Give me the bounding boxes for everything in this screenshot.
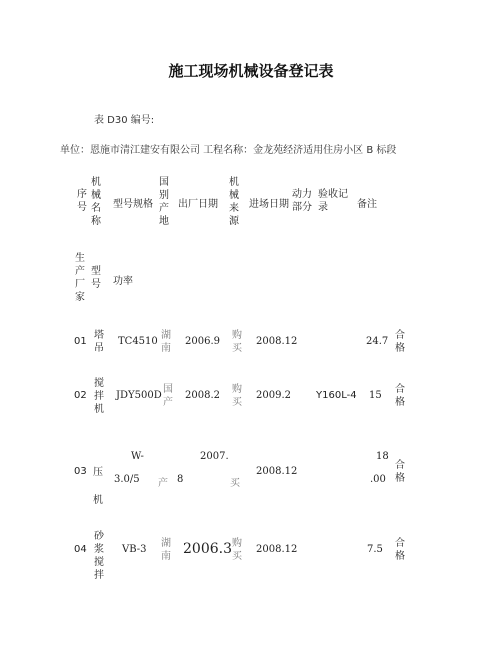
header-power-unit: 动力部分 — [292, 189, 312, 213]
header-country: 国别产地 — [159, 177, 169, 227]
row3-date-a: 2007. — [200, 451, 229, 462]
row4-source: 购买 — [232, 538, 242, 562]
document-title: 施工现场机械设备登记表 — [168, 62, 334, 80]
unit-line: 单位：恩施市清江建安有限公司 工程名称：金龙苑经济适用住房小区 B 标段 — [60, 145, 397, 156]
row2-model: JDY500D — [116, 390, 162, 401]
row1-origin: 湖南 — [161, 330, 171, 354]
row4-entry: 2008.12 — [256, 544, 298, 555]
row3-power-a: 18 — [376, 451, 389, 462]
row3-source: 买 — [230, 478, 240, 489]
row3-power-b: .00 — [370, 474, 386, 485]
header-source: 机械来源 — [229, 177, 239, 227]
table-number: 表 D30 编号: — [94, 115, 155, 126]
header-seq: 序号 — [77, 189, 87, 213]
row3-name: 压机 — [93, 467, 103, 506]
header-inspection: 验收记录 — [318, 189, 348, 213]
row4-result: 合格 — [395, 538, 405, 562]
row1-entry: 2008.12 — [256, 336, 298, 347]
row3-seq: 03 — [74, 466, 87, 477]
row2-source: 购买 — [232, 384, 242, 408]
row4-model: VB-3 — [122, 544, 147, 555]
row3-model-b: 3.0/5 — [114, 474, 140, 485]
row2-date: 2008.2 — [185, 390, 220, 401]
row4-origin: 湖南 — [161, 538, 171, 562]
row1-result: 合格 — [395, 330, 405, 354]
header-power: 功率 — [113, 276, 133, 287]
row2-result: 合格 — [395, 384, 405, 408]
row3-model-a: W- — [131, 451, 144, 462]
row3-result: 合格 — [395, 460, 405, 484]
row3-origin: 产 — [158, 478, 168, 489]
row2-seq: 02 — [74, 390, 87, 401]
row2-name: 搅拌机 — [94, 378, 104, 415]
row2-power: 15 — [369, 390, 382, 401]
row2-origin: 国产 — [163, 384, 173, 408]
row3-date-b: 8 — [177, 474, 184, 485]
row3-entry: 2008.12 — [256, 466, 298, 477]
row1-seq: 01 — [74, 336, 87, 347]
header-date: 出厂日期 — [178, 199, 218, 210]
row2-entry: 2009.2 — [256, 390, 291, 401]
row2-power-model: Y160L-4 — [316, 390, 357, 401]
header-manufacturer: 生产厂家 — [75, 253, 85, 303]
row1-name: 塔吊 — [94, 330, 104, 354]
row1-power: 24.7 — [366, 336, 389, 347]
row4-date: 2006.3 — [183, 541, 232, 557]
row4-seq: 04 — [74, 544, 87, 555]
row4-power: 7.5 — [367, 544, 383, 555]
header-entry-date: 进场日期 — [249, 199, 289, 210]
row4-name: 砂浆搅拌 — [94, 531, 104, 581]
row1-source: 购买 — [232, 330, 242, 354]
header-power-model: 型号 — [91, 266, 101, 290]
header-model: 型号规格 — [113, 199, 153, 210]
header-name: 机械名称 — [91, 177, 101, 227]
header-remark: 备注 — [357, 199, 377, 210]
row1-model: TC4510 — [118, 336, 158, 347]
row1-date: 2006.9 — [185, 336, 220, 347]
